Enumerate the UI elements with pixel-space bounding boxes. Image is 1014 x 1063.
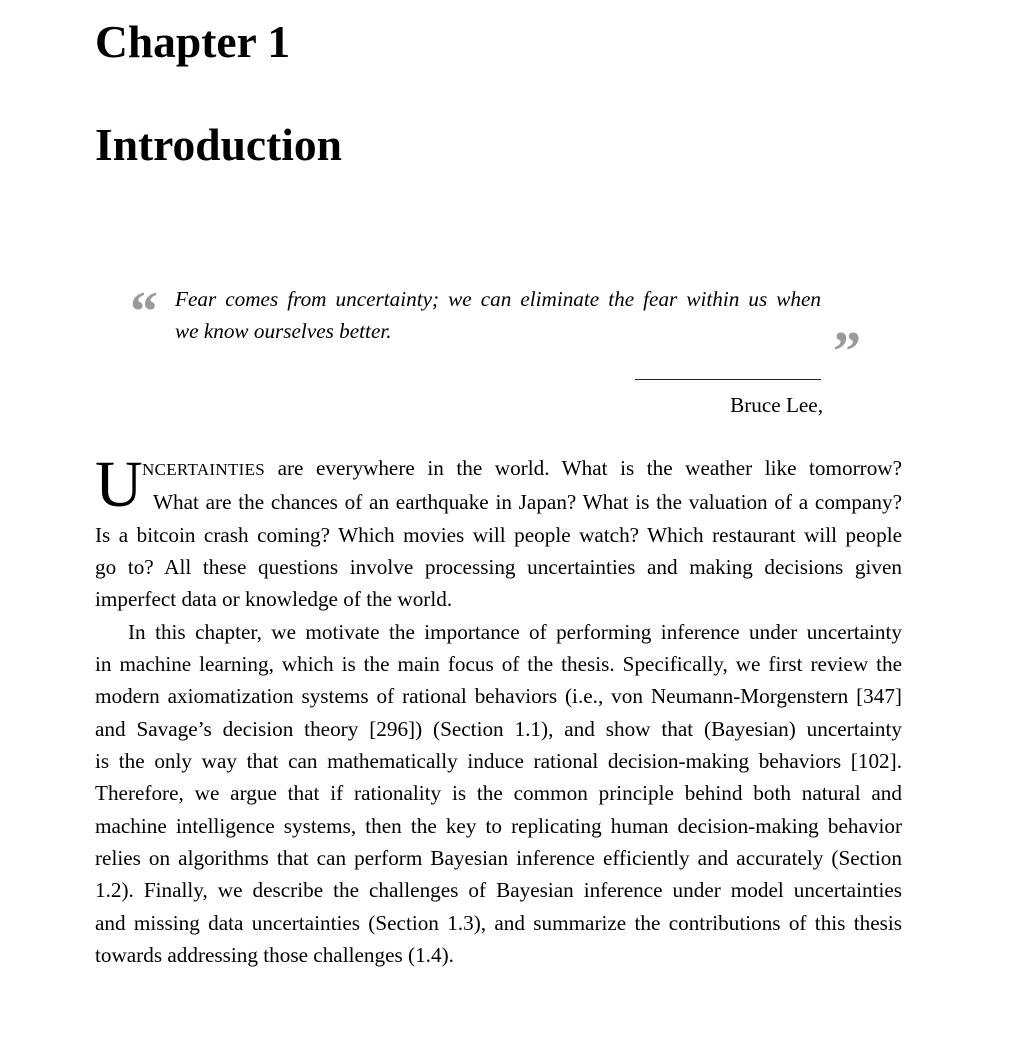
text-line-rest: are everywhere in the world. What is the weather like tomorrow? xyxy=(277,456,902,480)
open-quote-mark: “ xyxy=(130,281,158,343)
small-caps-word: NCERTAINTIES xyxy=(142,460,266,479)
text-line: 1.2). Finally, we describe the challenges of Bayesian inference under model uncertainties xyxy=(95,878,902,903)
text-line: Is a bitcoin crash coming? Which movies will people watch? Which restaurant will people xyxy=(95,522,902,547)
text-line: machine intelligence systems, then the key to replicating human decision-making behavior xyxy=(95,813,902,838)
text-line: modern axiomatization systems of rational behaviors (i.e., von Neumann-Morgenstern [347] xyxy=(95,684,902,709)
text-line: and Savage’s decision theory [296]) (Section 1.1), and show that (Bayesian) uncertainty xyxy=(95,716,902,741)
epigraph-quote xyxy=(175,283,821,348)
epigraph-line: Fear comes from uncertainty; we can eliminate the fear within us when xyxy=(175,287,821,311)
epigraph-attribution: Bruce Lee, xyxy=(730,393,823,417)
text-line: Therefore, we argue that if rationality is the common principle behind both natural and xyxy=(95,781,902,806)
text-line: relies on algorithms that can perform Bayesian inference efficiently and accurately (Section xyxy=(95,846,902,871)
paragraph-1 xyxy=(95,448,902,616)
text-line: What are the chances of an earthquake in Japan? What is the valuation of a company? xyxy=(153,490,902,515)
text-line: imperfect data or knowledge of the world. xyxy=(95,587,453,612)
text-line: towards addressing those challenges (1.4). xyxy=(95,943,454,968)
chapter-title: Introduction xyxy=(95,119,342,170)
chapter-label: Chapter 1 xyxy=(95,16,291,67)
text-line: go to? All these questions involve processing uncertainties and making decisions given xyxy=(95,555,902,580)
drop-cap: U xyxy=(95,448,143,521)
text-line: and missing data uncertainties (Section 1.3), and summarize the contributions of this thesis xyxy=(95,910,902,935)
text-line: in machine learning, which is the main focus of the thesis. Specifically, we first review the xyxy=(95,652,902,677)
epigraph-line: we know ourselves better. xyxy=(175,319,392,344)
paragraph-2 xyxy=(95,616,902,972)
text-line: is the only way that can mathematically induce rational decision-making behaviors [102]. xyxy=(95,749,902,774)
close-quote-mark: ” xyxy=(833,321,861,383)
attribution-rule xyxy=(635,379,821,380)
text-line: In this chapter, we motivate the importance of performing inference under uncertainty xyxy=(128,619,902,644)
text-line xyxy=(95,452,902,486)
body-text xyxy=(95,448,902,972)
